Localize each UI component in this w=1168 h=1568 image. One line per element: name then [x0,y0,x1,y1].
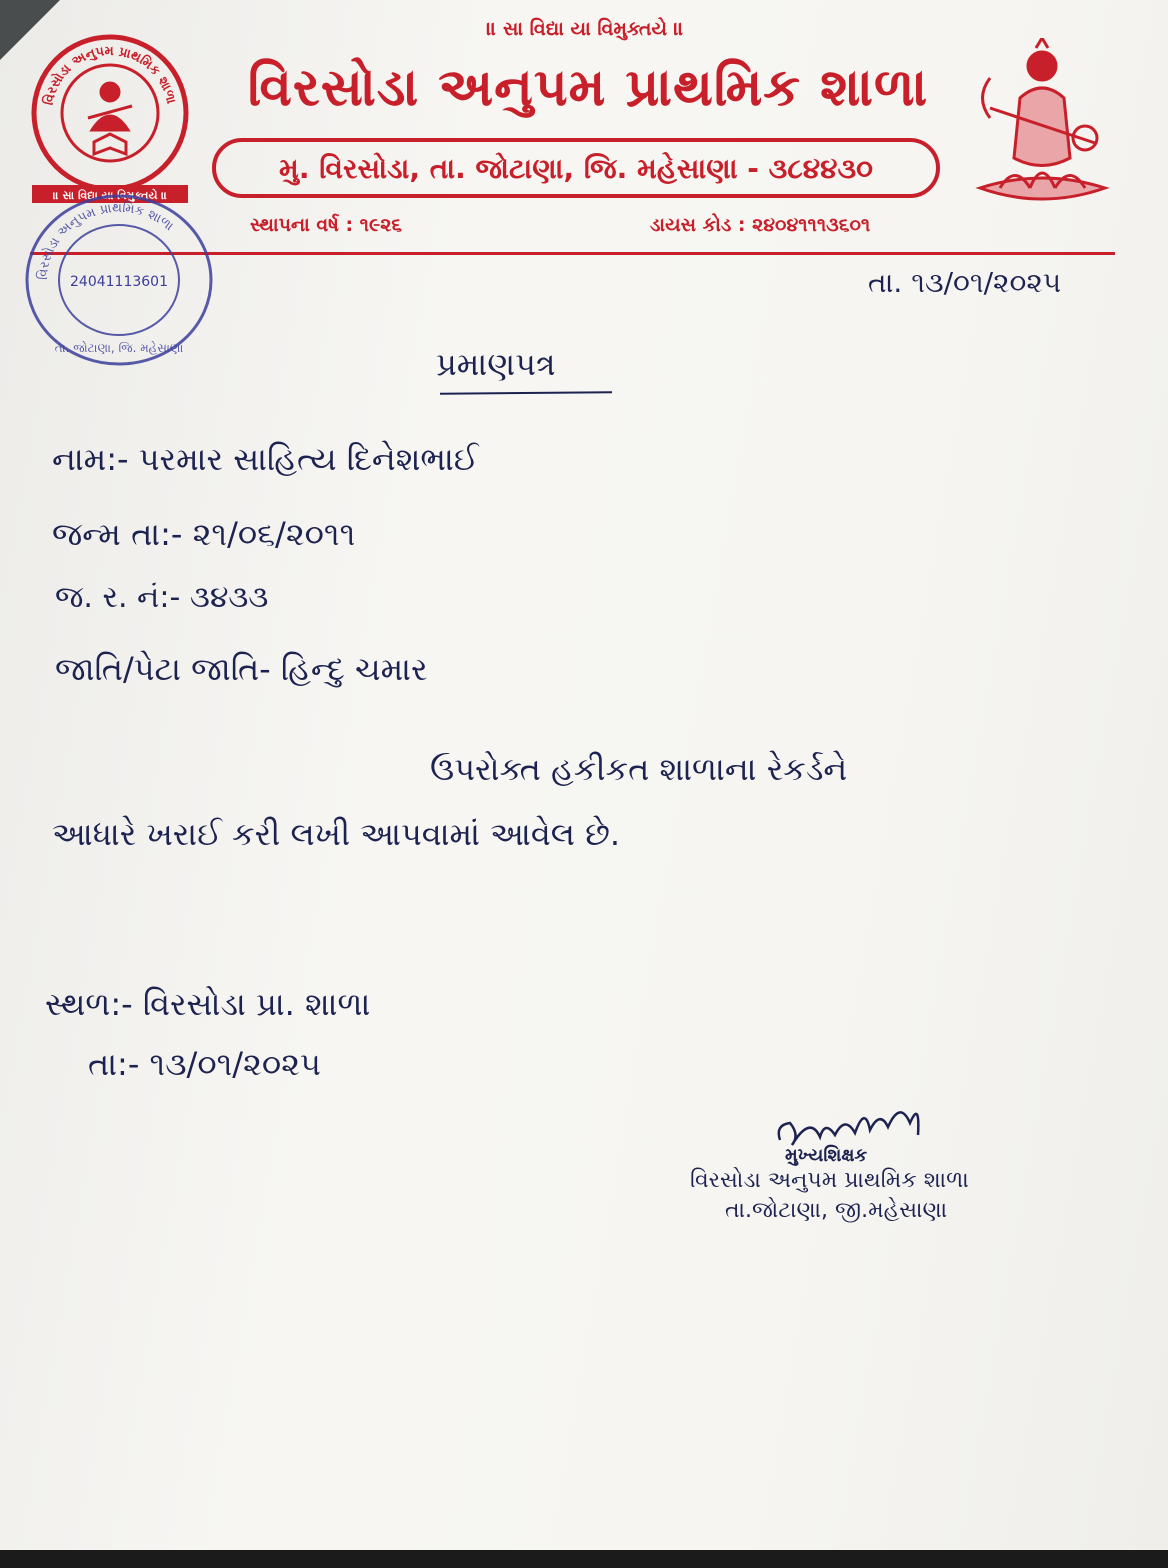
register-number: જ. ર. નં:- ૩૪૩૩ [55,580,269,615]
dise-code: ડાયસ કોડ : ૨૪૦૪૧૧૧૩૬૦૧ [650,214,871,236]
signatory-role: મુખ્યશિક્ષક [785,1145,868,1166]
signatory-school: વિરસોડા અનુપમ પ્રાથમિક શાળા [690,1168,969,1193]
svg-text:24041113601: 24041113601 [70,274,168,290]
establishment-year: સ્થાપના વર્ષ : ૧૯૨૬ [250,214,403,236]
school-motto: ॥ સા વિદ્યા યા વિમુક્તયે ॥ [486,18,684,40]
saraswati-illustration [970,38,1115,208]
birth-date: જન્મ તા:- ૨૧/૦૬/૨૦૧૧ [52,515,356,553]
school-name-heading: વિરસોડા અનુપમ પ્રાથમિક શાળા [247,58,929,118]
school-address: મુ. વિરસોડા, તા. જોટાણા, જિ. મહેસાણા - ૩૮૪૪૩૦ [279,152,873,185]
signatory-place: તા.જોટાણા, જી.મહેસાણા [725,1198,948,1223]
school-stamp [22,192,217,367]
issue-date: તા:- ૧૩/૦૧/૨૦૨૫ [88,1045,321,1083]
caste-line: જાતિ/પેટા જાતિ- હિન્દુ ચમાર [55,650,428,688]
letter-date: તા. ૧૩/૦૧/૨૦૨૫ [868,266,1062,299]
address-box [212,138,940,198]
school-logo [30,30,190,205]
issue-place: સ્થળ:- વિરસોડા પ્રા. શાળા [45,985,371,1023]
svg-text:તા. જોટાણા, જિ. મહેસાણા: તા. જોટાણા, જિ. મહેસાણા [54,341,184,355]
certificate-title: પ્રમાણપત્ર [436,345,556,383]
svg-text:વિરસોડા અનુપમ પ્રાથમિક શાળા: વિરસોડા અનુપમ પ્રાથમિક શાળા [35,200,177,281]
svg-text:॥ સા વિદ્યા યા વિમુક્તયે ॥: ॥ સા વિદ્યા યા વિમુક્તયે ॥ [52,189,168,202]
bottom-edge-shadow [0,1550,1168,1568]
student-name: નામ:- પરમાર સાહિત્ય દિનેશભાઈ [52,440,479,478]
verification-text-line-2: આધારે ખરાઈ કરી લખી આપવામાં આવેલ છે. [52,815,621,853]
svg-text:વિરસોડા અનુપમ પ્રાથમિક શાળા: વિરસોડા અનુપમ પ્રાથમિક શાળા [41,43,179,107]
verification-text-line-1: ઉપરોક્ત હકીકત શાળાના રેકર્ડને [430,750,848,788]
